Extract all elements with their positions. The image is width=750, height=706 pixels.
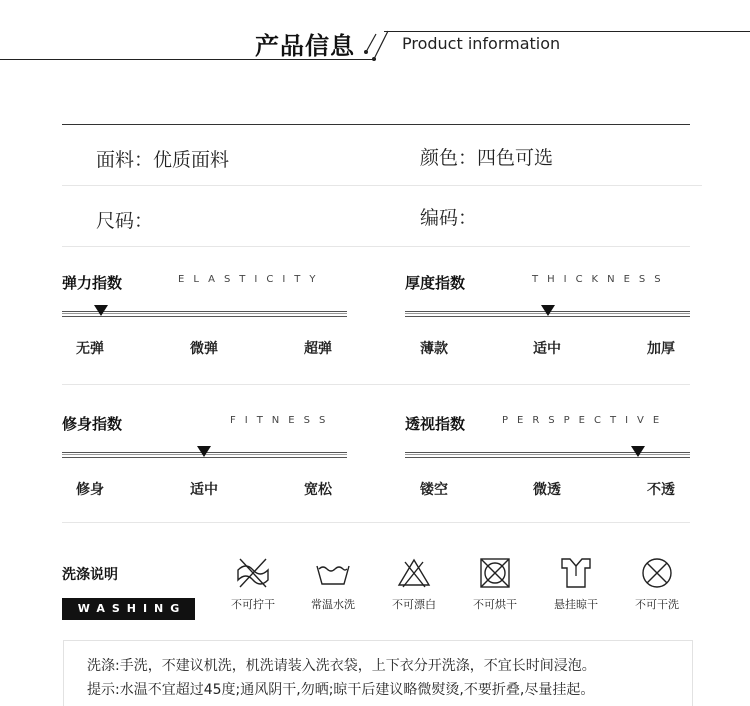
index-title: 修身指数	[62, 415, 123, 433]
care-item-hang-dry	[541, 556, 611, 612]
no-bleach-icon	[395, 556, 433, 590]
index-tick-label: 适中	[190, 482, 218, 498]
hang-dry-icon	[557, 556, 595, 590]
info-top-rule	[62, 124, 690, 125]
index-english-label: FITNESS	[230, 415, 335, 426]
care-item-no-tumble-dry	[460, 556, 530, 612]
no-dry-clean-icon	[638, 556, 676, 590]
care-item-no-dry-clean	[622, 556, 692, 612]
color-value: 四色可选	[477, 147, 554, 169]
care-item-no-bleach	[379, 556, 449, 612]
care-label: 不可干洗	[635, 598, 679, 611]
info-divider	[62, 246, 690, 247]
care-label: 常温水洗	[311, 598, 355, 611]
washing-title: 洗涤说明	[62, 567, 118, 583]
color-row	[420, 143, 553, 170]
index-english-label: PERSPECTIVE	[502, 415, 669, 426]
normal-temp-wash-icon	[314, 556, 352, 590]
fabric-value: 优质面料	[153, 149, 230, 171]
index-english-label: THICKNESS	[532, 274, 670, 285]
care-label: 悬挂晾干	[554, 598, 598, 611]
index-title: 透视指数	[405, 415, 466, 433]
color-label: 颜色：	[420, 147, 478, 169]
index-tick-label: 加厚	[647, 341, 675, 357]
index-scale-bar	[405, 452, 690, 458]
care-item-normal-wash	[298, 556, 368, 612]
index-tick-label: 不透	[647, 482, 675, 498]
page-subtitle: Product information	[402, 34, 561, 53]
washing-note-line-2: 提示:水温不宜超过45度;通风阴干,勿晒;晾干后建议略微熨烫,不要折叠,尽量挂起。	[87, 682, 595, 698]
slash-ornament-icon	[362, 28, 396, 62]
washing-badge: WASHING	[62, 598, 195, 620]
info-divider	[62, 185, 702, 186]
index-tick-label: 修身	[76, 482, 104, 498]
index-title: 弹力指数	[62, 274, 123, 292]
index-tick-label: 超弹	[304, 341, 332, 357]
index-tick-label: 微弹	[190, 341, 218, 357]
care-label: 不可烘干	[473, 598, 517, 611]
section-divider	[62, 384, 690, 385]
care-item-no-wring	[218, 556, 288, 612]
size-label: 尺码：	[96, 210, 154, 232]
care-label: 不可拧干	[231, 598, 275, 611]
index-title: 厚度指数	[405, 274, 466, 292]
header-rule-right	[384, 31, 750, 32]
index-tick-label: 薄款	[420, 341, 448, 357]
index-level-marker	[94, 305, 108, 316]
index-level-marker	[197, 446, 211, 457]
index-tick-label: 适中	[533, 341, 561, 357]
index-level-marker	[541, 305, 555, 316]
no-tumble-dry-icon	[476, 556, 514, 590]
fabric-label: 面料：	[96, 149, 154, 171]
section-divider	[62, 522, 690, 523]
index-english-label: ELASTICITY	[178, 274, 325, 285]
index-tick-label: 微透	[533, 482, 561, 498]
no-wring-icon	[234, 556, 272, 590]
page-title: 产品信息	[255, 32, 355, 60]
index-tick-label: 镂空	[420, 482, 448, 498]
fabric-row	[96, 145, 229, 172]
index-tick-label: 无弹	[76, 341, 104, 357]
index-tick-label: 宽松	[304, 482, 332, 498]
washing-note-line-1: 洗涤:手洗，不建议机洗，机洗请装入洗衣袋，上下衣分开洗涤，不宜长时间浸泡。	[87, 658, 596, 674]
index-level-marker	[631, 446, 645, 457]
care-label: 不可漂白	[392, 598, 436, 611]
code-label: 编码：	[420, 207, 478, 229]
